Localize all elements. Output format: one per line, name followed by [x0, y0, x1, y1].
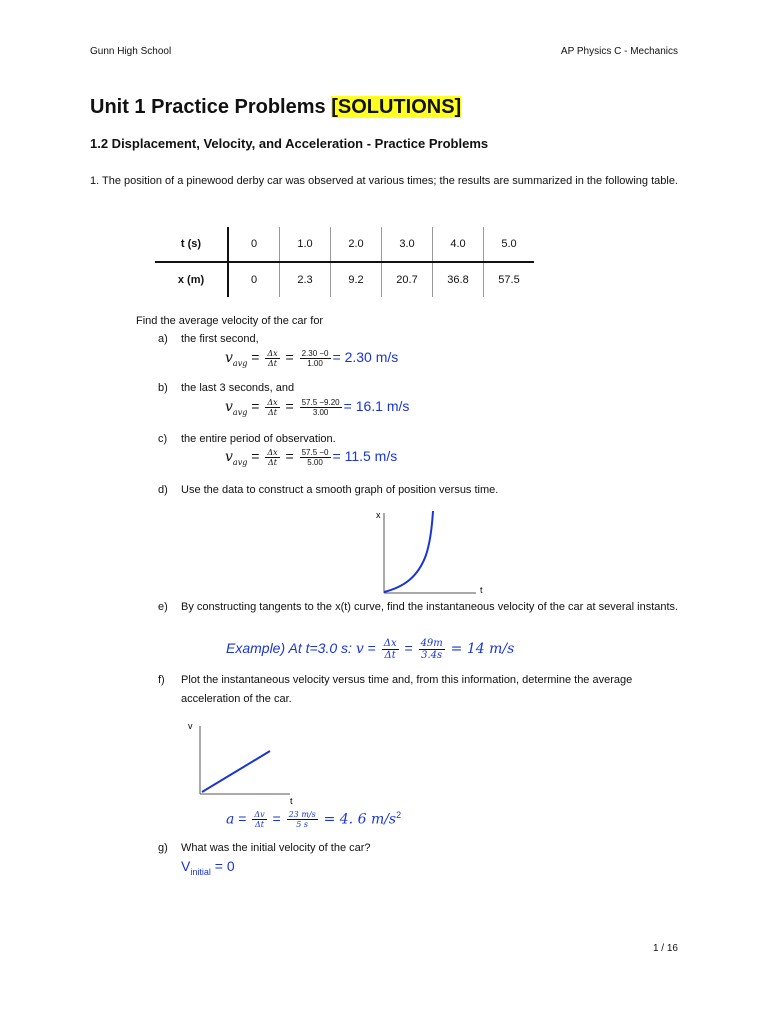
- symbol-avg: avg: [232, 408, 248, 417]
- graph-v-label: v: [188, 721, 193, 731]
- velocity-time-graph: [182, 714, 302, 809]
- fraction-den: 1.00: [307, 359, 323, 368]
- table-cell: 2.3: [280, 262, 331, 297]
- data-table: [155, 227, 534, 297]
- table-row: [155, 227, 534, 262]
- symbol-v: v: [225, 350, 233, 367]
- symbol-a: a: [226, 811, 235, 828]
- fraction-den: 5.00: [307, 458, 323, 467]
- part-b-text: the last 3 seconds, and: [181, 382, 295, 394]
- header-course: AP Physics C - Mechanics: [560, 46, 678, 57]
- fraction-num: Δx: [267, 349, 278, 358]
- symbol-eq: =: [251, 448, 260, 465]
- part-e-result: = 14 m/s: [450, 641, 515, 658]
- position-curve: [384, 511, 433, 592]
- part-e-equation: [226, 638, 514, 661]
- part-b-label: b): [158, 382, 168, 394]
- symbol-eq: =: [251, 349, 260, 366]
- fraction-num: 57.5 −9.20: [301, 398, 340, 407]
- fraction: [382, 638, 399, 661]
- table-cell: 36.8: [433, 262, 484, 297]
- symbol-v: v: [355, 641, 364, 658]
- answer-value: = 0: [210, 858, 235, 874]
- graph-t-label: t: [290, 796, 293, 806]
- fraction: [265, 349, 279, 368]
- part-g-text: What was the initial velocity of the car?: [181, 842, 371, 854]
- fraction: [300, 448, 331, 467]
- graph-x-label: x: [376, 510, 381, 520]
- answer-v: V: [181, 858, 191, 874]
- part-c-equation: [225, 448, 397, 467]
- table-cell: 3.0: [382, 227, 433, 262]
- fraction-den: Δt: [254, 820, 264, 830]
- part-e-text: By constructing tangents to the x(t) curve, find the instantaneous velocity of the car at several instants.: [181, 601, 679, 613]
- symbol-eq: =: [285, 398, 294, 415]
- symbol-eq: =: [285, 349, 294, 366]
- fraction-den: 3.4s: [421, 650, 443, 661]
- section-subtitle: 1.2 Displacement, Velocity, and Acceleration - Practice Problems: [90, 136, 489, 151]
- fraction-num: 49m: [420, 638, 443, 649]
- fraction-den: Δt: [384, 650, 396, 661]
- fraction-den: 3.00: [312, 408, 329, 417]
- fraction: [265, 448, 279, 467]
- graph-t-label: t: [480, 585, 483, 595]
- table-cell: 5.0: [484, 227, 535, 262]
- fraction-num: 2.30 −0: [301, 349, 329, 358]
- symbol-eq: =: [272, 810, 281, 827]
- fraction: [300, 349, 331, 368]
- fraction: [252, 810, 266, 829]
- fraction: [287, 810, 318, 829]
- fraction: [265, 398, 279, 417]
- part-a-result: = 2.30 m/s: [332, 349, 399, 366]
- fraction-den: Δt: [267, 458, 277, 467]
- part-c-result: = 11.5 m/s: [332, 448, 398, 465]
- symbol-eq: =: [238, 810, 247, 827]
- symbol-avg: avg: [232, 458, 248, 467]
- part-d-label: d): [158, 484, 168, 496]
- fraction-den: Δt: [267, 359, 277, 368]
- part-f-text: Plot the instantaneous velocity versus time and, from this information, determine the average acceleration of the car.: [181, 674, 633, 705]
- table-cell: 2.0: [331, 227, 382, 262]
- velocity-line: [202, 751, 270, 792]
- symbol-eq: =: [285, 448, 294, 465]
- part-a-label: a): [158, 333, 168, 345]
- part-e-example: Example) At t=3.0 s:: [226, 640, 352, 657]
- answer-sub: initial: [190, 866, 211, 877]
- table-cell: 9.2: [331, 262, 382, 297]
- fraction-num: 57.5 −0: [301, 448, 329, 457]
- title-main: Unit 1 Practice Problems: [90, 96, 332, 118]
- table-cell: 4.0: [433, 227, 484, 262]
- fraction-num: Δv: [254, 810, 265, 820]
- fraction: [419, 638, 445, 661]
- part-a-equation: [225, 349, 398, 368]
- fraction-num: Δx: [383, 638, 397, 649]
- symbol-v: v: [225, 399, 233, 416]
- symbol-eq: =: [367, 640, 376, 657]
- symbol-v: v: [225, 449, 233, 466]
- table-cell: 0: [228, 227, 280, 262]
- fraction: [300, 398, 342, 417]
- part-f-equation: [226, 810, 401, 829]
- symbol-eq: =: [251, 398, 260, 415]
- fraction-den: Δt: [267, 408, 277, 417]
- part-g-answer: [181, 858, 235, 877]
- part-e-label: e): [158, 601, 168, 613]
- table-cell: 0: [228, 262, 280, 297]
- part-c-text: the entire period of observation.: [181, 433, 336, 445]
- table-header-t: t (s): [155, 227, 228, 262]
- part-b-equation: [225, 398, 409, 417]
- part-f-exponent: 2: [396, 810, 402, 820]
- symbol-eq: =: [404, 640, 413, 657]
- fraction-num: 23 m/s: [288, 810, 316, 820]
- part-g-label: g): [158, 842, 168, 854]
- part-a-text: the first second,: [181, 333, 259, 345]
- title-highlight: [SOLUTIONS]: [331, 96, 462, 118]
- symbol-avg: avg: [232, 359, 248, 368]
- fraction-num: Δx: [267, 398, 278, 407]
- part-d-text: Use the data to construct a smooth graph of position versus time.: [181, 484, 499, 496]
- fraction-num: Δx: [267, 448, 278, 457]
- part-c-label: c): [158, 433, 168, 445]
- part-b-result: = 16.1 m/s: [343, 398, 410, 415]
- part-f-result: = 4. 6 m/s: [323, 811, 397, 828]
- page-number: 1 / 16: [652, 943, 678, 954]
- page-title: [90, 96, 461, 119]
- table-cell: 57.5: [498, 274, 520, 286]
- table-header-x: x (m): [155, 262, 228, 297]
- fraction-den: 5 s: [296, 820, 309, 830]
- header-school: Gunn High School: [90, 46, 172, 57]
- intro-text: Find the average velocity of the car for: [136, 315, 324, 327]
- part-f-label: f): [158, 674, 165, 686]
- position-time-graph: [368, 505, 493, 600]
- table-cell: 1.0: [280, 227, 331, 262]
- problem-statement: 1. The position of a pinewood derby car was observed at various times; the results are summarized in the following table.: [90, 175, 678, 187]
- table-row: [155, 262, 534, 297]
- table-cell: 20.7: [382, 262, 433, 297]
